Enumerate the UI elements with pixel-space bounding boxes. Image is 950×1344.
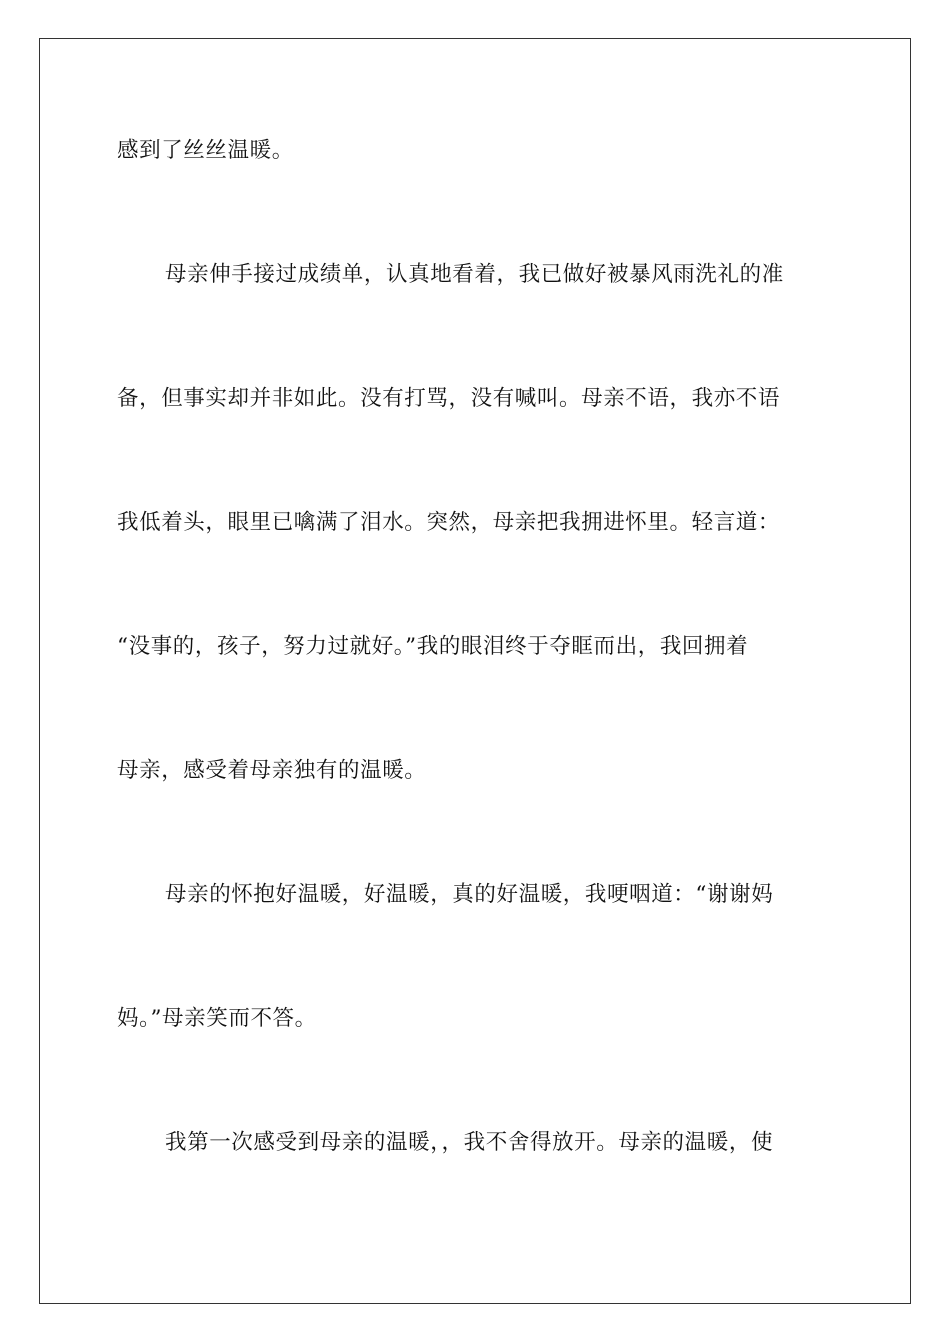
text-line-3: 备，但事实却并非如此。没有打骂，没有喊叫。母亲不语，我亦不语 (117, 386, 781, 411)
text-line-6: 母亲，感受着母亲独有的温暖。 (117, 758, 427, 783)
text-line-4: 我低着头，眼里已噙满了泪水。突然，母亲把我拥进怀里。轻言道： (117, 510, 781, 535)
text-line-8: 妈。”母亲笑而不答。 (117, 1006, 317, 1031)
text-line-5: “没事的，孩子，努力过就好。”我的眼泪终于夺眶而出，我回拥着 (117, 634, 749, 659)
text-line-2: 母亲伸手接过成绩单，认真地看着，我已做好被暴风雨洗礼的准 (165, 262, 784, 287)
text-line-1: 感到了丝丝温暖。 (117, 138, 294, 163)
page-border (39, 38, 911, 1304)
text-line-7: 母亲的怀抱好温暖，好温暖，真的好温暖，我哽咽道：“谢谢妈 (165, 882, 774, 907)
text-line-9: 我第一次感受到母亲的温暖，，我不舍得放开。母亲的温暖，使 (165, 1130, 774, 1155)
